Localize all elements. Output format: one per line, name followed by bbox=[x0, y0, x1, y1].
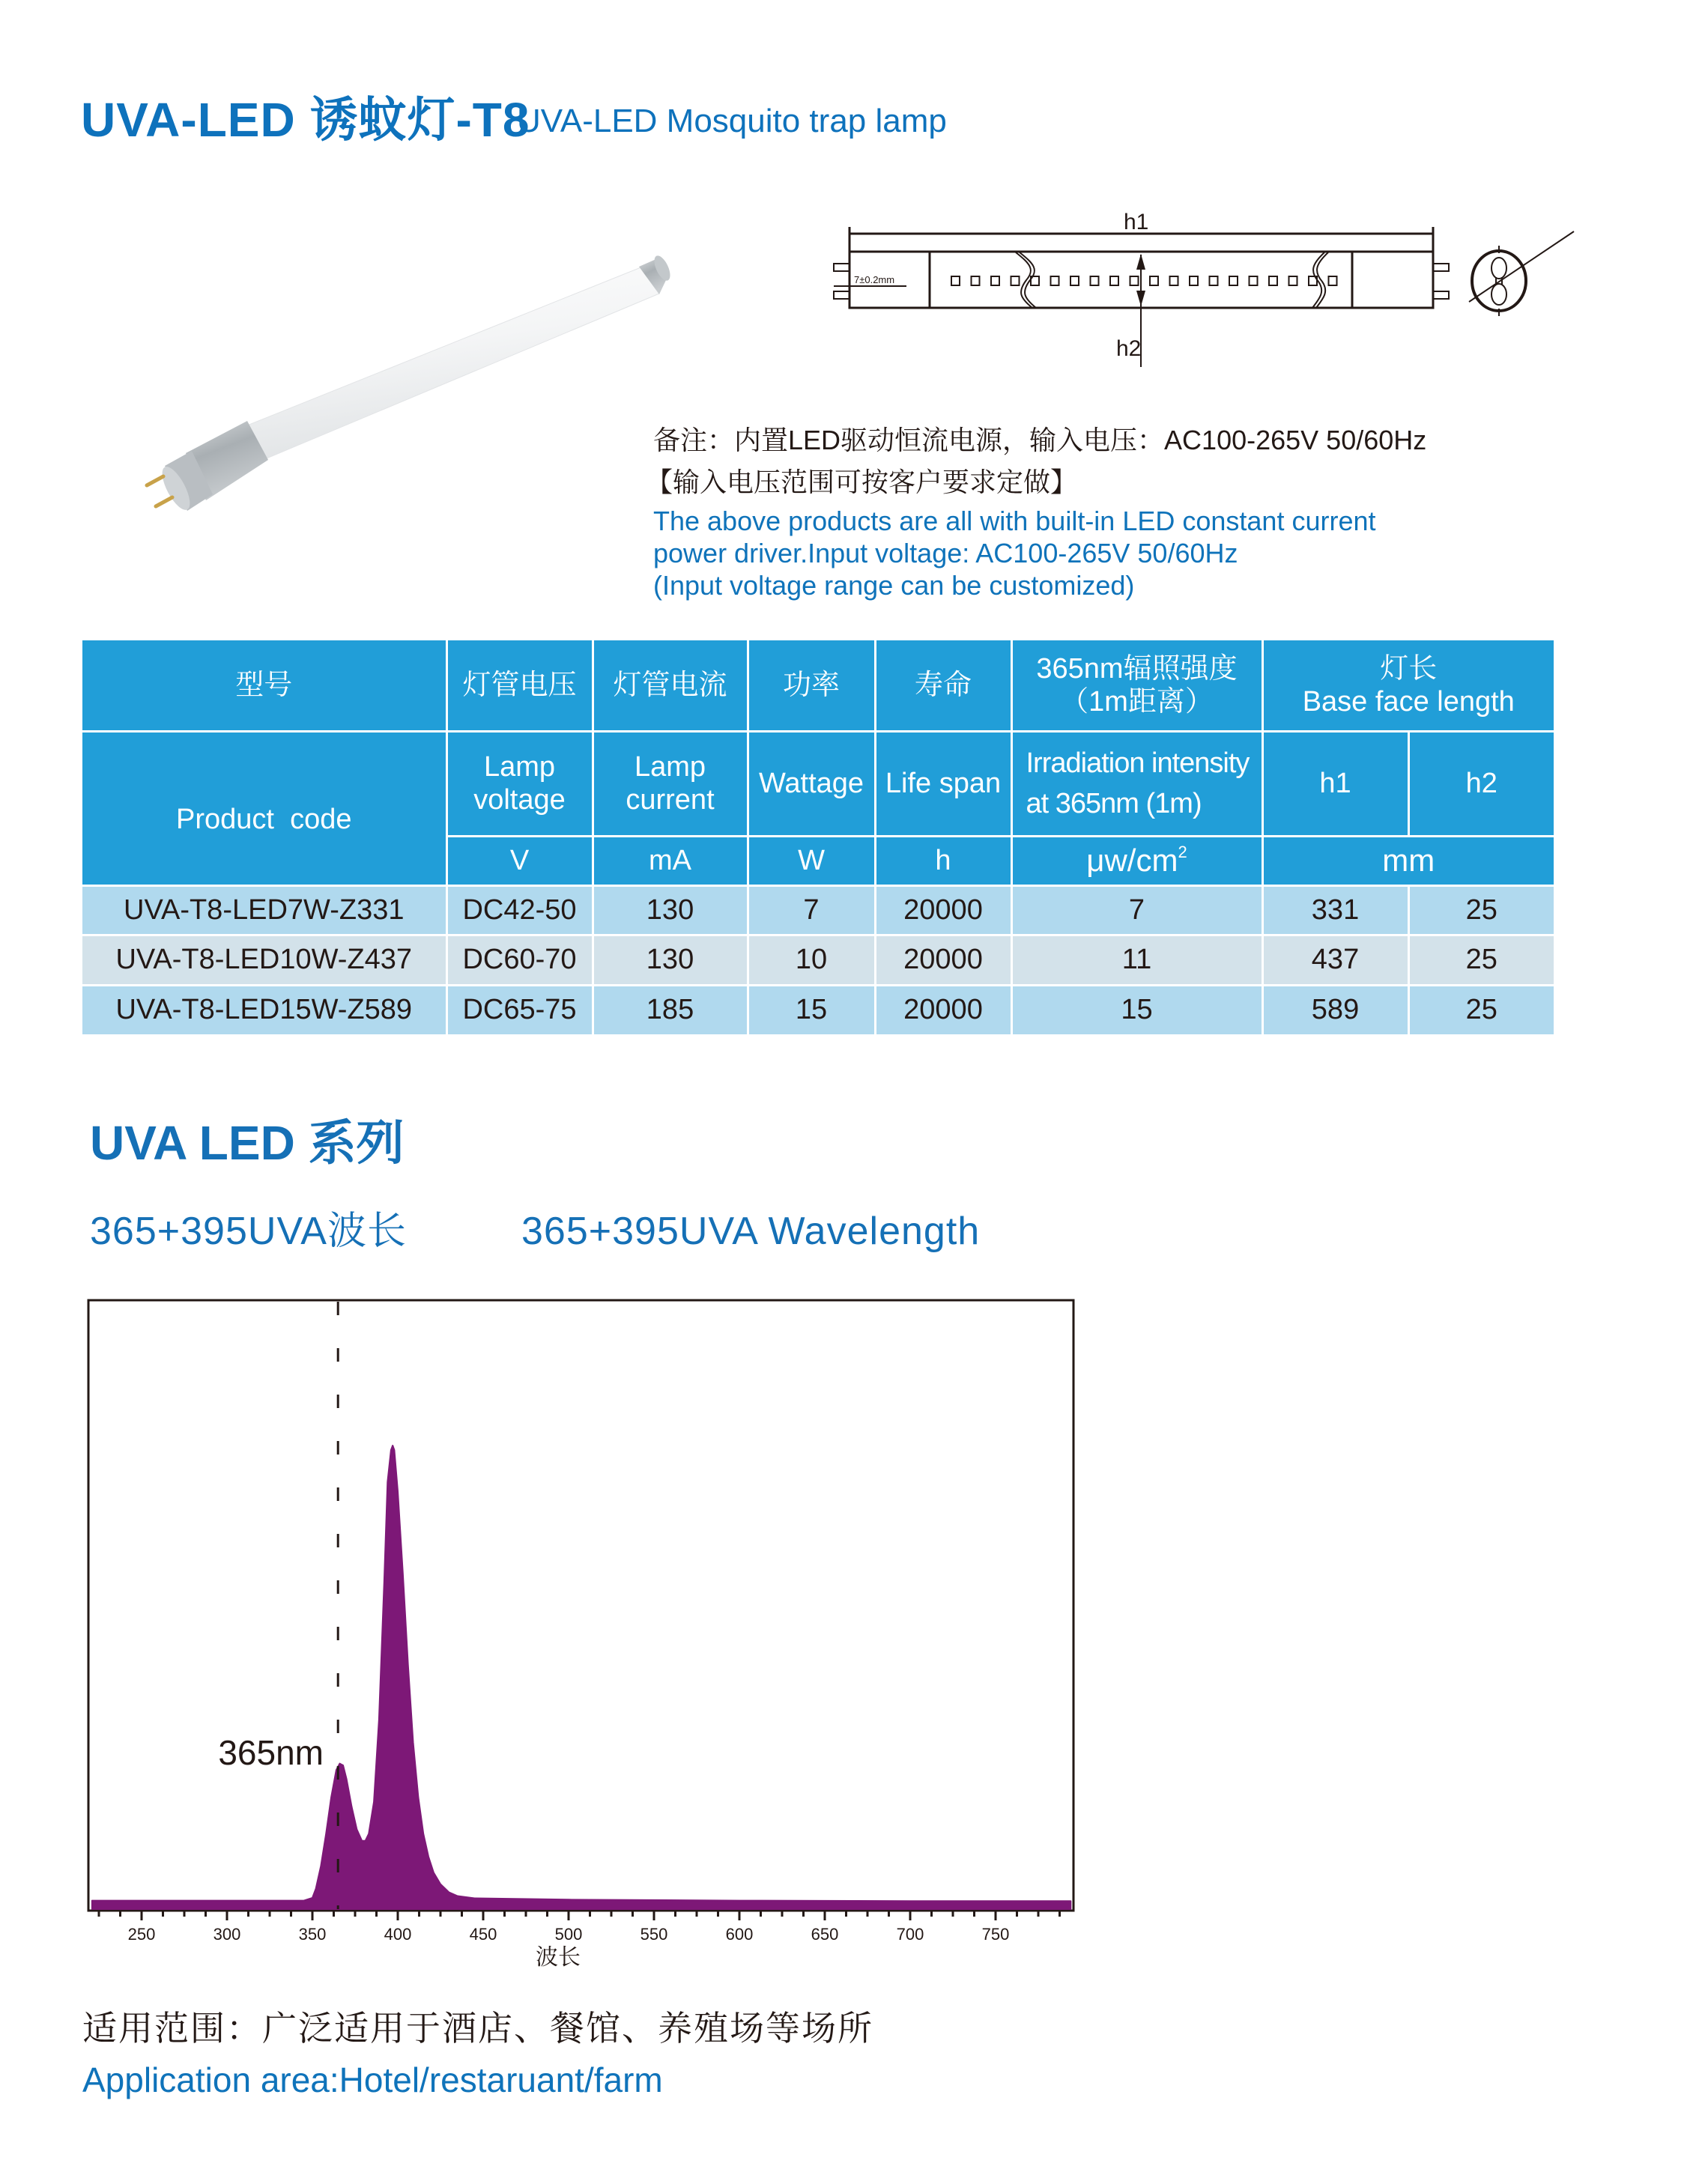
unit-irradiance-sup: 2 bbox=[1178, 843, 1187, 861]
table-row bbox=[82, 885, 1554, 935]
led-chip bbox=[1150, 276, 1158, 285]
lamp-dimension-diagram bbox=[817, 202, 1611, 382]
unit-irradiance bbox=[1011, 836, 1262, 885]
tick-label: 600 bbox=[725, 1925, 754, 1944]
unit-current: mA bbox=[593, 836, 748, 885]
cell-h2: 25 bbox=[1408, 985, 1554, 1034]
unit-length: mm bbox=[1262, 836, 1554, 885]
note-cn-1: 备注：内置LED驱动恒流电源，输入电压：AC100-265V 50/60Hz bbox=[653, 425, 1427, 455]
chart-frame bbox=[88, 1300, 1073, 1911]
tick-label: 300 bbox=[213, 1925, 241, 1944]
note-en-2: power driver.Input voltage: AC100-265V 50/60Hz bbox=[653, 538, 1238, 568]
series-subtitle-cn: 365+395UVA波长 bbox=[90, 1210, 407, 1253]
tick-label: 700 bbox=[896, 1925, 924, 1944]
note-cn-2: 【输入电压范围可按客户要求定做】 bbox=[646, 467, 1078, 497]
header-irradiance-cn-1: 365nm辐照强度 bbox=[1036, 652, 1238, 685]
led-chip bbox=[1091, 276, 1099, 285]
header-length-cn-2: Base face length bbox=[1302, 685, 1515, 718]
header-model-cn: 型号 bbox=[82, 640, 446, 731]
header-life-cn: 寿命 bbox=[875, 640, 1011, 731]
led-chip bbox=[1329, 276, 1337, 285]
application-en: Application area:Hotel/restaruant/farm bbox=[82, 2060, 663, 2099]
cell-code: UVA-T8-LED15W-Z589 bbox=[82, 985, 446, 1034]
note-en-3: (Input voltage range can be customized) bbox=[653, 570, 1135, 601]
header-current-en-1: Lamp bbox=[634, 751, 706, 783]
cell-code: UVA-T8-LED10W-Z437 bbox=[82, 935, 446, 985]
cell-h2: 25 bbox=[1408, 885, 1554, 935]
lamp-product-image bbox=[112, 240, 682, 524]
unit-irradiance-text: μw/cm bbox=[1086, 843, 1178, 878]
tick-label: 400 bbox=[384, 1925, 412, 1944]
cell-irradiance: 15 bbox=[1011, 985, 1262, 1034]
led-chip bbox=[1070, 276, 1079, 285]
page-title: UVA-LED 诱蚊灯-T8 bbox=[81, 93, 530, 147]
led-chip bbox=[1130, 276, 1139, 285]
table-header-row-en bbox=[82, 731, 1554, 836]
cell-current: 130 bbox=[593, 885, 748, 935]
led-chip bbox=[1229, 276, 1238, 285]
header-voltage-en-2: voltage bbox=[473, 784, 566, 816]
led-chip bbox=[991, 276, 999, 285]
header-irradiance-cn bbox=[1011, 640, 1262, 731]
led-chip bbox=[1190, 276, 1198, 285]
cell-life: 20000 bbox=[875, 935, 1011, 985]
cell-life: 20000 bbox=[875, 985, 1011, 1034]
header-irradiance-en bbox=[1011, 731, 1262, 836]
cell-h1: 437 bbox=[1262, 935, 1408, 985]
series-title: UVA LED 系列 bbox=[90, 1116, 405, 1170]
unit-power: W bbox=[748, 836, 875, 885]
tick-label: 350 bbox=[298, 1925, 327, 1944]
cell-power: 7 bbox=[748, 885, 875, 935]
header-power-cn: 功率 bbox=[748, 640, 875, 731]
x-axis-ticks bbox=[99, 1911, 1060, 1920]
tick-label: 750 bbox=[981, 1925, 1010, 1944]
cell-power: 15 bbox=[748, 985, 875, 1034]
x-axis-label: 波长 bbox=[536, 1945, 581, 1970]
series-subtitle-en: 365+395UVA Wavelength bbox=[521, 1210, 981, 1253]
header-h2: h2 bbox=[1408, 731, 1554, 836]
led-chip bbox=[1289, 276, 1297, 285]
tick-label: 250 bbox=[127, 1925, 156, 1944]
header-current-en-2: current bbox=[626, 784, 715, 816]
cell-voltage: DC65-75 bbox=[446, 985, 593, 1034]
led-chip bbox=[951, 276, 960, 285]
pin-spacing-label: 7±0.2mm bbox=[854, 274, 895, 285]
header-voltage-en-1: Lamp bbox=[483, 751, 556, 783]
spectrum-area bbox=[92, 1446, 1070, 1909]
led-chip bbox=[1170, 276, 1178, 285]
peak-annotation-365nm: 365nm bbox=[218, 1733, 324, 1772]
cell-life: 20000 bbox=[875, 885, 1011, 935]
notes-block bbox=[646, 419, 1590, 601]
tick-label: 650 bbox=[811, 1925, 839, 1944]
cell-power: 10 bbox=[748, 935, 875, 985]
header-length-cn bbox=[1262, 640, 1554, 731]
led-chip bbox=[972, 276, 980, 285]
header-h1: h1 bbox=[1262, 731, 1408, 836]
header-irradiance-cn-2: （1m距离） bbox=[1060, 685, 1214, 718]
tick-label: 450 bbox=[469, 1925, 497, 1944]
header-irradiance-en-1: Irradiation intensity bbox=[1026, 747, 1250, 779]
tick-label: 500 bbox=[554, 1925, 583, 1944]
led-chip bbox=[1250, 276, 1258, 285]
header-life-en: Life span bbox=[875, 731, 1011, 836]
header-irradiance-en-2: at 365nm (1m) bbox=[1026, 788, 1202, 819]
header-current-en bbox=[593, 731, 748, 836]
header-voltage-en bbox=[446, 731, 593, 836]
cell-current: 130 bbox=[593, 935, 748, 985]
cell-h1: 589 bbox=[1262, 985, 1408, 1034]
cell-irradiance: 7 bbox=[1011, 885, 1262, 935]
page-subtitle: UVA-LED Mosquito trap lamp bbox=[517, 103, 947, 139]
header-power-en: Wattage bbox=[748, 731, 875, 836]
cell-h1: 331 bbox=[1262, 885, 1408, 935]
led-chip bbox=[1011, 276, 1020, 285]
x-axis-tick-labels bbox=[128, 1925, 1010, 1944]
led-chip bbox=[1210, 276, 1218, 285]
cell-current: 185 bbox=[593, 985, 748, 1034]
header-model-en: Product code bbox=[82, 731, 446, 885]
table-row bbox=[82, 985, 1554, 1034]
application-cn: 适用范围：广泛适用于酒店、餐馆、养殖场等场所 bbox=[82, 2009, 873, 2048]
unit-voltage: V bbox=[446, 836, 593, 885]
header-current-cn: 灯管电流 bbox=[593, 640, 748, 731]
header-length-cn-1: 灯长 bbox=[1380, 652, 1438, 685]
note-en-1: The above products are all with built-in LED constant current bbox=[653, 506, 1376, 536]
led-chip bbox=[1051, 276, 1059, 285]
cell-voltage: DC42-50 bbox=[446, 885, 593, 935]
table-row bbox=[82, 935, 1554, 985]
spec-table bbox=[82, 640, 1554, 1034]
led-chip bbox=[1269, 276, 1277, 285]
unit-life: h bbox=[875, 836, 1011, 885]
h1-label: h1 bbox=[1124, 210, 1149, 234]
cell-code: UVA-T8-LED7W-Z331 bbox=[82, 885, 446, 935]
tick-label: 550 bbox=[640, 1925, 668, 1944]
led-chip bbox=[1110, 276, 1118, 285]
cell-h2: 25 bbox=[1408, 935, 1554, 985]
cell-irradiance: 11 bbox=[1011, 935, 1262, 985]
h2-label: h2 bbox=[1116, 336, 1142, 361]
header-voltage-cn: 灯管电压 bbox=[446, 640, 593, 731]
table-header-row-cn bbox=[82, 640, 1554, 731]
cell-voltage: DC60-70 bbox=[446, 935, 593, 985]
